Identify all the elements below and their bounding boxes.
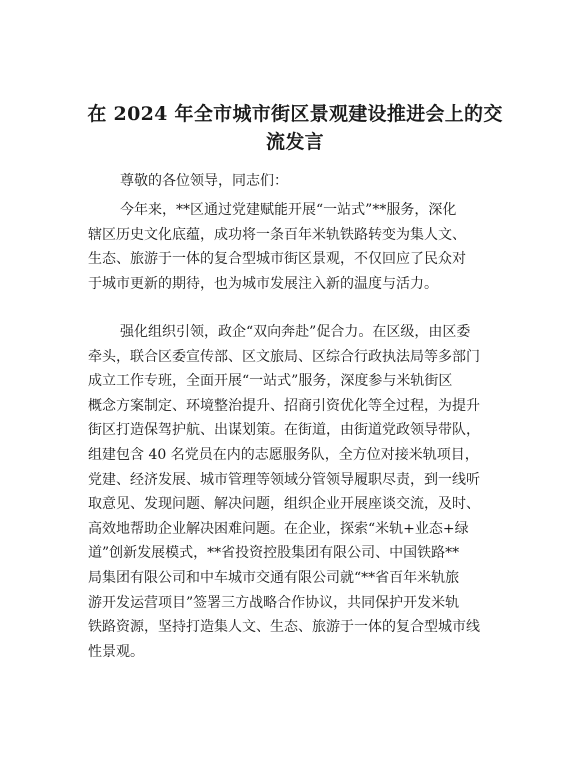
- paragraph-line: 强化组织引领，政企“双向奔赴”促合力。在区级，由区委: [120, 324, 471, 340]
- paragraph-line: 生态、旅游于一体的复合型城市街区景观，不仅回应了民众对: [88, 251, 466, 268]
- paragraph-line: 党建、经济发展、城市管理等领域分管领导履职尽责，到一线听: [88, 471, 480, 488]
- paragraph-line: 于城市更新的期待，也为城市发展注入新的温度与活力。: [88, 275, 438, 292]
- paragraph-line: 性景观。: [88, 643, 144, 660]
- paragraph-line: 辖区历史文化底蕴，成功将一条百年米轨铁路转变为集人文、: [88, 226, 466, 243]
- document-title: [80, 100, 510, 156]
- title-line: 流发言: [266, 131, 324, 153]
- paragraph-line: 取意见、发现问题、解决问题，组织企业开展座谈交流，及时、: [88, 496, 480, 513]
- paragraph-line: 局集团有限公司和中车城市交通有限公司就“**省百年米轨旅: [88, 569, 460, 586]
- paragraph-line: 高效地帮助企业解决困难问题。在企业，探索“米轨+业态+绿: [88, 520, 469, 537]
- paragraph-line: 街区打造保驾护航、出谋划策。在街道，由街道党政领导带队，: [88, 422, 480, 439]
- paragraph-line: 成立工作专班，全面开展“一站式”服务，深度参与米轨街区: [88, 373, 453, 390]
- title-line: 在 2024 年全市城市街区景观建设推进会上的交: [87, 103, 503, 125]
- paragraph-line: 组建包含 40 名党员在内的志愿服务队，全方位对接米轨项目，: [88, 446, 479, 463]
- salutation: 尊敬的各位领导，同志们：: [120, 173, 288, 189]
- paragraph-line: 概念方案制定、环境整治提升、招商引资优化等全过程，为提升: [88, 397, 480, 414]
- paragraph-1: [88, 198, 508, 296]
- paragraph-line: 铁路资源，坚持打造集人文、生态、旅游于一体的复合型城市线: [88, 619, 480, 636]
- paragraph-line: 今年来，**区通过党建赋能开展“一站式”**服务，深化: [120, 202, 457, 218]
- paragraph-2: [88, 320, 508, 664]
- paragraph-line: 游开发运营项目”签署三方战略合作协议，共同保护开发米轨: [88, 594, 460, 611]
- paragraph-line: 牵头，联合区委宣传部、区文旅局、区综合行政执法局等多部门: [88, 348, 480, 365]
- paragraph-line: 道”创新发展模式，**省投资控股集团有限公司、中国铁路**: [88, 545, 460, 562]
